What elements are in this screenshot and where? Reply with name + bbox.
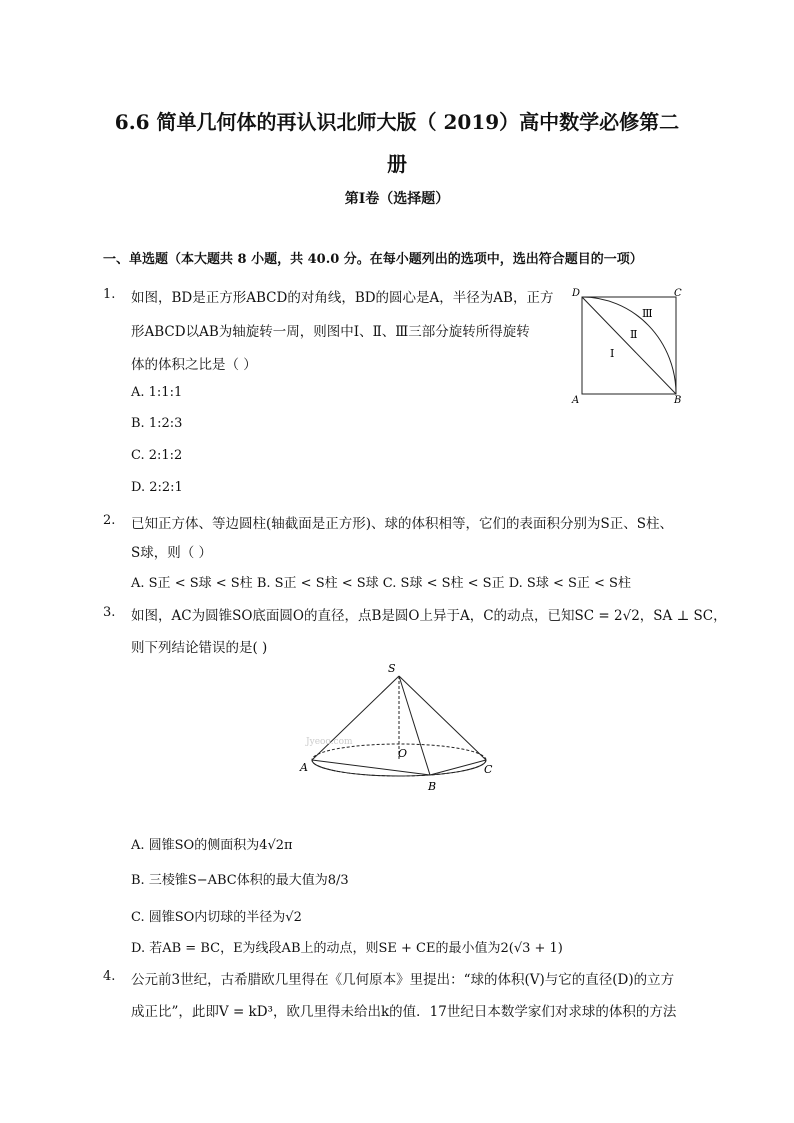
q1-option-d: D. 2:2:1 — [131, 480, 183, 495]
q3-line: 如图，AC为圆锥SO底面圆O的直径，点B是圆O上异于A，C的动点，已知SC = 2√2，SA ⊥ SC， — [131, 608, 727, 624]
q2-line: 已知正方体、等边圆柱(轴截面是正方形)、球的体积相等，它们的表面积分别为S正、S柱、 — [131, 516, 674, 532]
q1-label-b: B — [674, 395, 682, 406]
q4-number: 4. — [103, 969, 116, 984]
q3-option-b: B. 三棱锥S−ABC体积的最大值为8/3 — [131, 873, 349, 888]
title-line-2: 册 — [387, 152, 407, 176]
q1-label-d: D — [572, 288, 581, 299]
q3-cone-figure — [294, 656, 504, 796]
q3-label-o: O — [398, 747, 408, 760]
q1-label-a: A — [572, 395, 580, 406]
q1-line: 如图，BD是正方形ABCD的对角线，BD的圆心是A，半径为AB，正方 — [131, 290, 554, 306]
q3-number: 3. — [103, 605, 116, 620]
q1-label-region-2: Ⅱ — [630, 328, 638, 341]
title-line-1: 6.6 简单几何体的再认识北师大版（ 2019）高中数学必修第二 — [114, 110, 680, 134]
q3-option-d: D. 若AB = BC，E为线段AB上的动点，则SE + CE的最小值为2(√3 + 1) — [131, 941, 563, 956]
q2-options: A. S正 < S球 < S柱 B. S正 < S柱 < S球 C. S球 < S柱 < S正 D. S球 < S正 < S柱 — [131, 576, 631, 591]
q2-number: 2. — [103, 513, 116, 528]
q1-line: 形ABCD以AB为轴旋转一周，则图中Ⅰ、Ⅱ、Ⅲ三部分旋转所得旋转 — [131, 324, 530, 340]
q4-line: 公元前3世纪，古希腊欧几里得在《几何原本》里提出：“球的体积(V)与它的直径(D)的立方 — [131, 972, 675, 988]
q1-number: 1. — [103, 287, 116, 302]
q3-label-s: S — [388, 662, 396, 675]
q3-label-b: B — [428, 780, 437, 793]
q4-line: 成正比”，此即V = kD³，欧几里得未给出k的值．17世纪日本数学家们对求球的体积的方法 — [131, 1004, 677, 1020]
q2-line: S球，则（ ） — [131, 545, 213, 561]
q1-square-figure — [568, 283, 688, 408]
q3-watermark: Jyeoo.com — [306, 737, 353, 747]
q1-option-c: C. 2:1:2 — [131, 448, 183, 463]
q1-label-region-3: Ⅲ — [642, 307, 653, 320]
q3-label-c: C — [484, 763, 493, 776]
q1-line: 体的体积之比是（ ） — [131, 357, 257, 373]
q3-option-c: C. 圆锥SO内切球的半径为√2 — [131, 910, 302, 925]
volume-heading: 第I卷（选择题） — [344, 191, 450, 207]
q1-option-a: A. 1:1:1 — [131, 385, 183, 400]
q3-line: 则下列结论错误的是( ) — [131, 640, 268, 656]
q3-label-a: A — [300, 761, 308, 774]
section-heading: 一、单选题（本大题共 8 小题，共 40.0 分。在每小题列出的选项中，选出符合题目的一项） — [103, 252, 643, 267]
q1-label-c: C — [674, 288, 682, 299]
q3-option-a: A. 圆锥SO的侧面积为4√2π — [131, 838, 293, 853]
q1-option-b: B. 1:2:3 — [131, 416, 183, 431]
q1-label-region-1: I — [610, 347, 615, 360]
